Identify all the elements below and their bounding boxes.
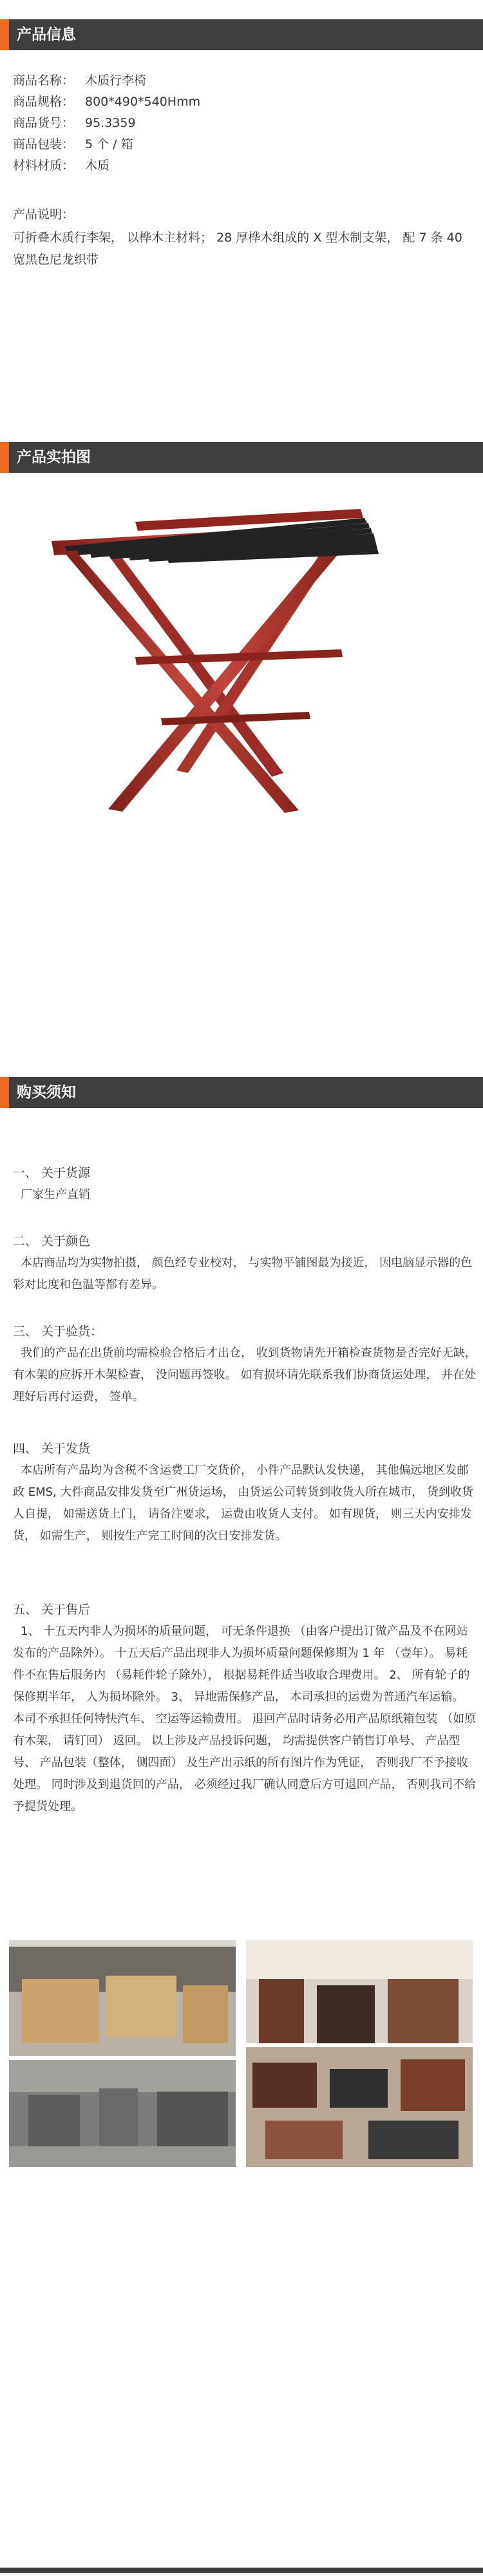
product-info-header — [0, 19, 483, 50]
notes-section-body: 本店所有产品均为含税不含运费工厂交货价， 小件产品默认发快递， 其他偏远地区发邮政 EMS, 大件商品安排发货至广州货运场， 由货运公司转货到收货人所在城市， 货到收货人自提， 如需送货上门， 请备注要求， 运费由收货人支付。 如有现货， 则三天内安排发货， 如需生产， 则按生产完工时间的次日安排发货。 — [13, 1464, 473, 1543]
spec-key: 材料材质： — [13, 158, 75, 173]
spec-key: 商品名称： — [13, 73, 75, 88]
notes-section-title: 二、 关于颜色 — [13, 1234, 91, 1248]
spec-key: 商品包装： — [13, 137, 75, 151]
description-text: 可折叠木质行李架， 以桦木主材料； 28 厚桦木组成的 X 型木制支架， 配 7 条 40 宽黑色尼龙织带 — [13, 231, 462, 267]
spec-key: 商品规格： — [13, 95, 75, 109]
luggage-rack-image — [39, 496, 444, 818]
spec-value: 800*490*540Hmm — [85, 95, 201, 109]
notes-section-title: 四、 关于发货 — [13, 1442, 91, 1456]
spec-row — [13, 71, 146, 90]
spec-value: 5 个 / 箱 — [85, 137, 133, 151]
notes-section-title: 三、 关于验货： — [13, 1324, 103, 1339]
notes-section-title: 一、 关于货源 — [13, 1166, 91, 1180]
spec-value: 木质行李椅 — [85, 73, 147, 88]
notes-section-body: 本店商品均为实物拍摄， 颜色经专业校对， 与实物平铺图最为接近， 因电脑显示器的色彩对比度和色温等都有差异。 — [13, 1256, 473, 1292]
product-info-title: 产品信息 — [17, 26, 76, 43]
accent-mark — [0, 442, 9, 473]
notes-section-body: 厂家生产直销 — [21, 1188, 90, 1201]
spec-row — [13, 92, 200, 111]
spec-row — [13, 156, 109, 175]
notes-section-title: 五、 关于售后 — [13, 1603, 91, 1617]
description-title: 产品说明： — [13, 207, 75, 222]
showroom-photo — [246, 1940, 473, 2167]
notes-section-body: 1、 十五天内非人为损坏的质量问题， 可无条件退换 （由客户提出订做产品及不在网站发布的产品除外）。 十五天后产品出现非人为损坏质量问题保修期为 1 年 （壹年）。 易耗件不在售后服务内 （易耗件轮子除外）， 根据易耗件适当收取合理费用。 2、 所有轮子的保修期半年， 人为损坏除外。 3、 异地需保修产品， 本司承担的运费为普通汽车运输。 本司不承担任何特快汽车、 空运等运输费用。 退回产品时请务必用产品原纸箱包装 （如原有木架， 请钉回） 返回。 以上涉及产品投诉问题， 均需提供客户销售订单号、 产品型号、 产品包装（整体， 侧四面） 及生产出示纸的所有图片作为凭证， 否则我厂不予接收处理。 同时涉及到退货回的产品， 必须经过我厂确认同意后方可退回产品， 否则我司不给予提货处理。 — [13, 1625, 477, 1813]
photo-section-header — [0, 442, 483, 473]
accent-mark — [0, 1077, 9, 1108]
spec-value: 木质 — [85, 158, 110, 173]
spec-value: 95.3359 — [85, 116, 136, 130]
spec-row — [13, 135, 133, 154]
spec-row — [13, 113, 136, 133]
photo-section-title: 产品实拍图 — [17, 449, 91, 466]
warehouse-photo — [9, 1940, 236, 2167]
purchase-notes-header — [0, 1077, 483, 1108]
purchase-notes-title: 购买须知 — [17, 1084, 76, 1101]
accent-mark — [0, 19, 9, 50]
notes-section-body: 我们的产品在出货前均需检验合格后才出仓， 收到货物请先开箱检查货物是否完好无缺， 有木架的应拆开木架检查， 没问题再签收。 如有损坏请先联系我们协商货运处理， 并在处理好后再付运费， 签单。 — [13, 1346, 477, 1404]
spec-key: 商品货号： — [13, 116, 75, 130]
bottom-divider — [0, 2568, 483, 2573]
